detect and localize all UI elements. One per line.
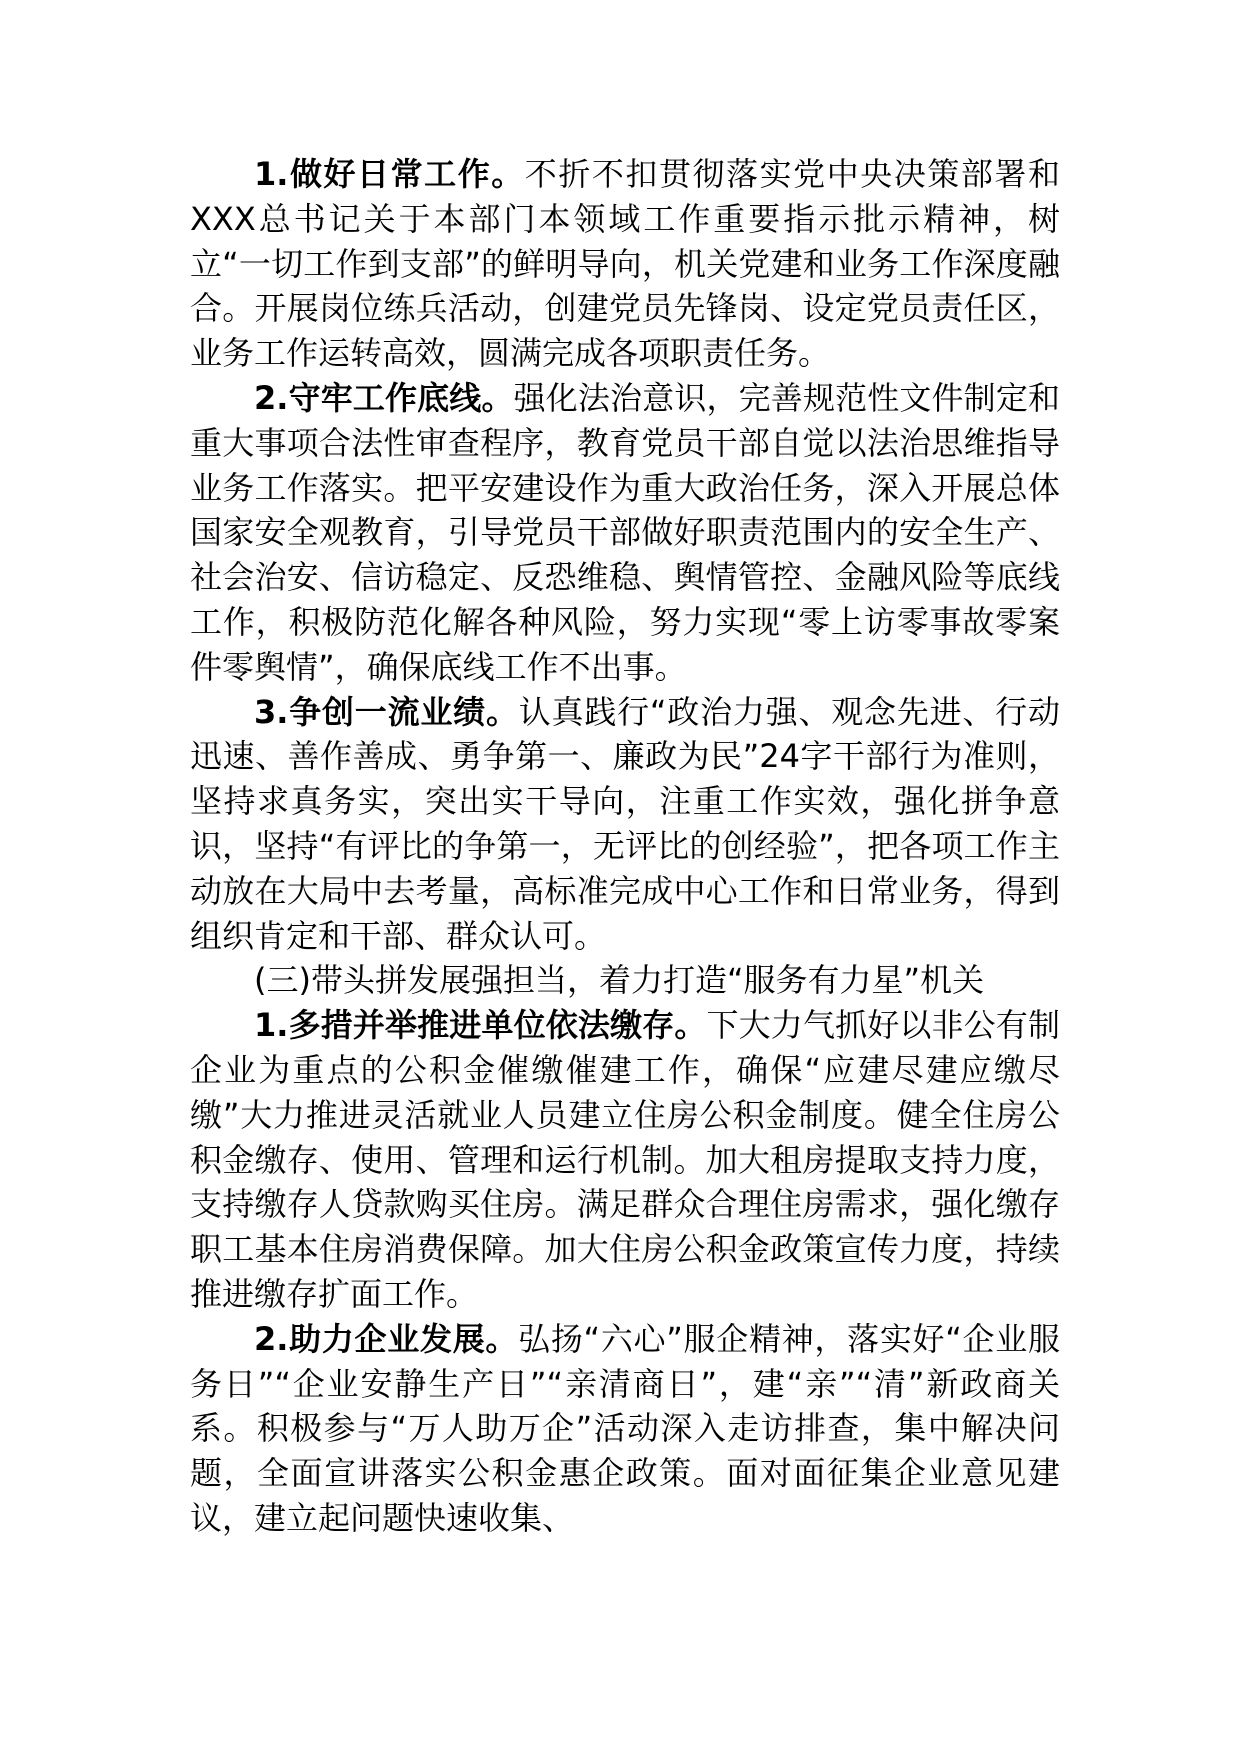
paragraph-body: 不折不扣贯彻落实党中央决策部署和XXX总书记关于本部门本领域工作重要指示批示精神，树立“一切工作到支部”的鲜明导向，机关党建和业务工作深度融合。开展岗位练兵活动，创建党员先锋岗、设定党员责任区，业务工作运转高效，圆满完成各项职责任务。: [190, 155, 1060, 373]
paragraph-bottom-line: [190, 376, 1060, 690]
paragraph-lead: 2.守牢工作底线。: [254, 378, 514, 417]
paragraph-lead: 1.做好日常工作。: [254, 155, 525, 193]
paragraph-body: 认真践行“政治力强、观念先进、行动迅速、善作善成、勇争第一、廉政为民”24字干部行为准则，坚持求真务实，突出实干导向，注重工作实效，强化拼争意识，坚持“有评比的争第一，无评比的创经验”，把各项工作主动放在大局中去考量，高标准完成中心工作和日常业务，得到组织肯定和干部、群众认可。: [190, 692, 1060, 955]
paragraph-daily-work: [190, 152, 1060, 376]
paragraph-lead: 1.多措并举推进单位依法缴存。: [254, 1006, 707, 1045]
paragraph-body: 强化法治意识，完善规范性文件制定和重大事项合法性审查程序，教育党员干部自觉以法治思维指导业务工作落实。把平安建设作为重大政治任务，深入开展总体国家安全观教育，引导党员干部做好职责范围内的安全生产、社会治安、信访稳定、反恐维稳、舆情管控、金融风险等底线工作，积极防范化解各种风险，努力实现“零上访零事故零案件零舆情”，确保底线工作不出事。: [190, 378, 1060, 686]
paragraph-enterprise: [190, 1317, 1060, 1541]
section-heading: [190, 958, 1060, 1003]
paragraph-body: 弘扬“六心”服企精神，落实好“企业服务日”“企业安静生产日”“亲清商日”，建“亲”“清”新政商关系。积极参与“万人助万企”活动深入走访排查，集中解决问题，全面宣讲落实公积金惠企政策。面对面征集企业意见建议，建立起问题快速收集、: [190, 1319, 1060, 1537]
paragraph-deposit: [190, 1003, 1060, 1317]
paragraph-first-class: [190, 690, 1060, 959]
paragraph-body: (三)带头拼发展强担当，着力打造“服务有力星”机关: [254, 961, 985, 1000]
paragraph-lead: 2.助力企业发展。: [254, 1319, 519, 1358]
document-page: [190, 152, 1060, 1541]
paragraph-lead: 3.争创一流业绩。: [254, 692, 519, 731]
paragraph-body: 下大力气抓好以非公有制企业为重点的公积金催缴催建工作，确保“应建尽建应缴尽缴”大力推进灵活就业人员建立住房公积金制度。健全住房公积金缴存、使用、管理和运行机制。加大租房提取支持力度，支持缴存人贷款购买住房。满足群众合理住房需求，强化缴存职工基本住房消费保障。加大住房公积金政策宣传力度，持续推进缴存扩面工作。: [190, 1006, 1060, 1313]
